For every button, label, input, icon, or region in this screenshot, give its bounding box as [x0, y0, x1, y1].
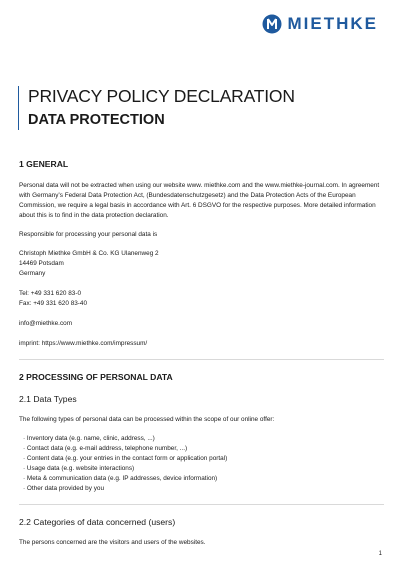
list-item: · Usage data (e.g. website interactions): [23, 464, 384, 474]
brand-logo: [262, 14, 379, 34]
section-2-1-heading: 2.1 Data Types: [19, 394, 77, 404]
imprint-link[interactable]: imprint: https://www.miethke.com/impressum/: [19, 340, 148, 347]
list-item: · Contact data (e.g. e-mail address, telephone number, ...): [23, 444, 384, 454]
miethke-logo-icon: [262, 14, 282, 34]
page-subtitle: DATA PROTECTION: [28, 112, 165, 128]
address-block: [19, 249, 384, 349]
telephone: Tel: +49 331 620 83-0: [19, 290, 82, 297]
brand-name: MIETHKE: [287, 14, 378, 33]
address-line: Christoph Miethke GmbH & Co. KG Ulanenweg 2: [19, 250, 159, 257]
section-2-2-heading: 2.2 Categories of data concerned (users): [19, 517, 176, 527]
list-item: · Inventory data (e.g. name, clinic, address, ...): [23, 434, 384, 444]
divider: [19, 504, 384, 505]
responsible-statement: Responsible for processing your personal data is: [19, 231, 158, 238]
email-link[interactable]: info@miethke.com: [19, 320, 73, 327]
list-item: · Other data provided by you: [23, 484, 384, 494]
page-title: PRIVACY POLICY DECLARATION: [28, 86, 295, 106]
page-number: 1: [378, 551, 382, 557]
title-block: [18, 86, 295, 130]
section-2-1-intro: The following types of personal data can be processed within the scope of our online offer:: [19, 416, 275, 423]
address-line: 14469 Potsdam: [19, 260, 64, 267]
address-line: Germany: [19, 270, 46, 277]
section-2-2-text: The persons concerned are the visitors and users of the websites.: [19, 539, 206, 546]
list-item: · Meta & communication data (e.g. IP addresses, device information): [23, 474, 384, 484]
divider: [19, 359, 384, 360]
section-1-intro: Personal data will not be extracted when using our website www. miethke.com and the www.miethke-journal.com. In agreement with Germany’s Federal Data Protection Act, (Bundesdatenschutzgesetz) and the Data Protection Acts of the European Commission, we require a legal basis in accordance with Art. 6 DSGVO for the respective purposes. More detailed information about this is to find in the data protection declaration.: [19, 182, 380, 219]
fax: Fax: +49 331 620 83-40: [19, 300, 88, 307]
document-body: [19, 159, 384, 557]
list-item: · Content data (e.g. your entries in the contact form or application portal): [23, 454, 384, 464]
section-1-heading: 1 GENERAL: [19, 159, 69, 169]
section-2-heading: 2 PROCESSING OF PERSONAL DATA: [19, 372, 173, 382]
data-types-list: [19, 434, 384, 494]
